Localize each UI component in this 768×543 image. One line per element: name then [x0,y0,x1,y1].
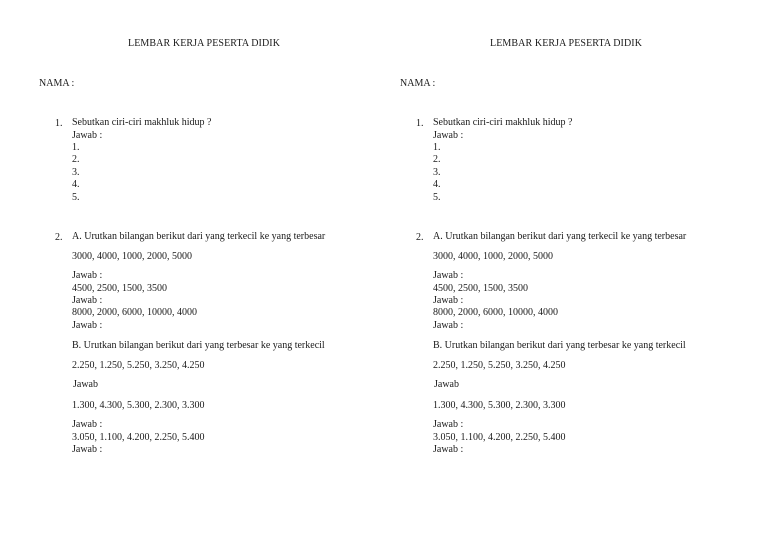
question-2b-instruction: B. Urutkan bilangan berikut dari yang terbesar ke yang terkecil [72,340,325,351]
answer-line-3: 3. [72,167,80,178]
question-2a-answer-1: Jawab : [72,270,103,281]
question-2a-answer-2: Jawab : [72,295,103,306]
question-2a-set-2: 4500, 2500, 1500, 3500 [72,283,167,294]
question-2a-answer-1: Jawab : [433,270,464,281]
question-2-number: 2. [416,232,424,243]
question-2b-set-3: 3.050, 1.100, 4.200, 2.250, 5.400 [72,432,205,443]
question-2b-answer-1: Jawab [73,379,98,390]
answer-line-1: 1. [72,142,80,153]
answer-line-2: 2. [72,154,80,165]
question-2a-set-3: 8000, 2000, 6000, 10000, 4000 [72,307,197,318]
question-2a-set-1: 3000, 4000, 1000, 2000, 5000 [72,251,192,262]
answer-line-1: 1. [433,142,441,153]
question-1-text: Sebutkan ciri-ciri makhluk hidup ? [72,117,212,128]
question-2b-set-1: 2.250, 1.250, 5.250, 3.250, 4.250 [72,360,205,371]
question-2a-answer-3: Jawab : [72,320,103,331]
question-2b-answer-3: Jawab : [72,444,103,455]
question-2a-set-1: 3000, 4000, 1000, 2000, 5000 [433,251,553,262]
question-2b-answer-1: Jawab [434,379,459,390]
question-1-text: Sebutkan ciri-ciri makhluk hidup ? [433,117,573,128]
answer-line-4: 4. [72,179,80,190]
question-2b-answer-3: Jawab : [433,444,464,455]
question-2a-set-3: 8000, 2000, 6000, 10000, 4000 [433,307,558,318]
question-1-answer-label: Jawab : [433,130,464,141]
question-2-number: 2. [55,232,63,243]
question-2b-set-3: 3.050, 1.100, 4.200, 2.250, 5.400 [433,432,566,443]
answer-line-5: 5. [433,192,441,203]
question-2a-instruction: A. Urutkan bilangan berikut dari yang terkecil ke yang terbesar [72,231,326,242]
answer-line-3: 3. [433,167,441,178]
answer-line-5: 5. [72,192,80,203]
name-label: NAMA : [39,78,75,89]
worksheet-title: LEMBAR KERJA PESERTA DIDIK [128,38,281,49]
question-1-answer-label: Jawab : [72,130,103,141]
question-2a-set-2: 4500, 2500, 1500, 3500 [433,283,528,294]
worksheet-right [361,0,745,543]
question-2a-instruction: A. Urutkan bilangan berikut dari yang terkecil ke yang terbesar [433,231,687,242]
question-2b-set-2: 1.300, 4.300, 5.300, 2.300, 3.300 [433,400,566,411]
question-2b-set-2: 1.300, 4.300, 5.300, 2.300, 3.300 [72,400,205,411]
question-2a-answer-3: Jawab : [433,320,464,331]
question-2b-answer-2: Jawab : [72,419,103,430]
question-2b-answer-2: Jawab : [433,419,464,430]
question-2b-instruction: B. Urutkan bilangan berikut dari yang terbesar ke yang terkecil [433,340,686,351]
answer-line-2: 2. [433,154,441,165]
answer-line-4: 4. [433,179,441,190]
question-1-number: 1. [416,118,424,129]
worksheet-title: LEMBAR KERJA PESERTA DIDIK [490,38,643,49]
question-2b-set-1: 2.250, 1.250, 5.250, 3.250, 4.250 [433,360,566,371]
name-label: NAMA : [400,78,436,89]
question-1-number: 1. [55,118,63,129]
question-2a-answer-2: Jawab : [433,295,464,306]
